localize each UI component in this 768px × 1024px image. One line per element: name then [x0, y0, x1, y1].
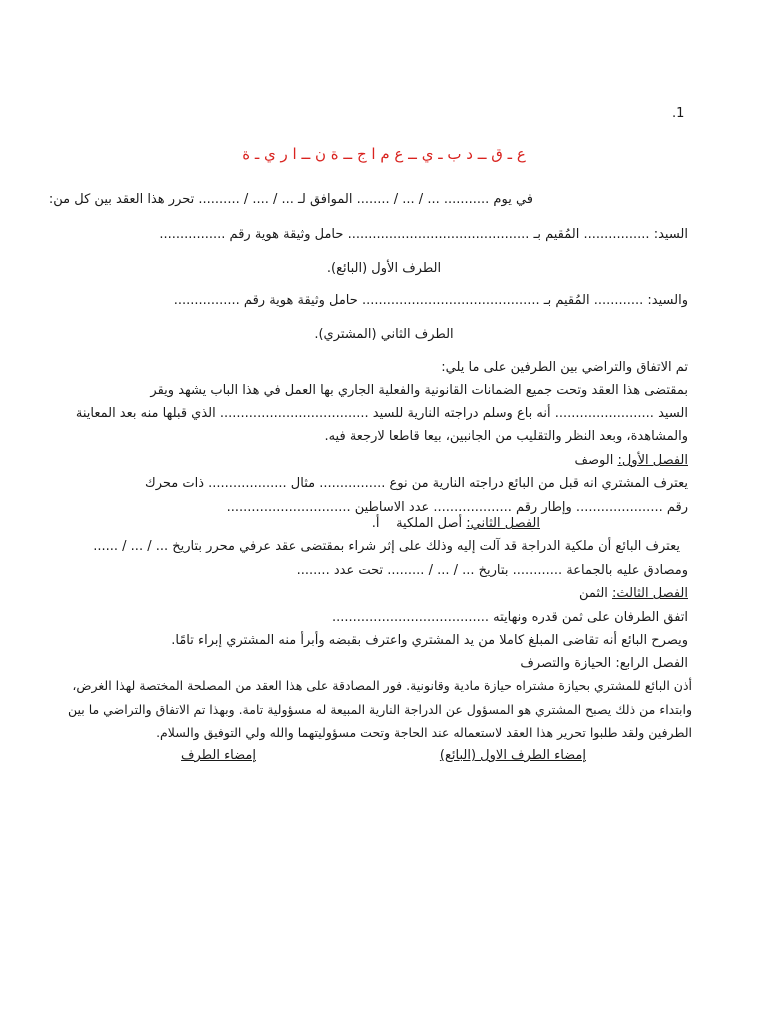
section4-line-1: أذن البائع للمشتري بحيازة مشتراه حيازة مادية وقانونية. فور المصادقة على هذا العقد من المصلحة المختصة لهذا الغرض،	[72, 678, 692, 693]
section4-line-2: وابتداء من ذلك يصبح المشتري هو المسؤول عن الدراجة النارية المبيعة له مسؤولية تامة. وبهذا تم الاتفاق والتراضي ما بين	[67, 702, 692, 717]
signature-party2: إمضاء الطرف	[181, 748, 256, 763]
section3-line-1: اتفق الطرفان على ثمن قدره ونهايته ......................................	[331, 610, 688, 625]
intro-line: في يوم ........... ... / ... / ........ الموافق لـ ... / .... / .......... تحرر هذا العقد بين كل من:	[48, 192, 533, 207]
document-title: ع ـ ق ــ د ب ـ ي ــ ع م ا ج ــ ة ن ــ ا ر ي ـ ة	[242, 145, 526, 163]
section4-heading: الفصل الرابع: الحيازة والتصرف	[520, 656, 688, 671]
section2-subject: أصل الملكية	[396, 516, 467, 531]
section2-line-2: ومصادق عليه بالجماعة ............ بتاريخ ... / ... / ......... تحت عدد ........	[296, 563, 688, 578]
signature-party1: إمضاء الطرف الاول (البائع)	[439, 748, 586, 763]
section1-line-1: يعترف المشتري انه قبل من البائع دراجته النارية من نوع ................ مثال ................... ذات محرك	[145, 476, 688, 491]
preamble-line-3: والمشاهدة، وبعد النظر والتقليب من الجانبين، بيعا قاطعا لارجعة فيه.	[324, 429, 688, 444]
section1-heading	[80, 453, 688, 469]
party1-label: الطرف الأول (البائع).	[326, 261, 442, 276]
agreement-line: تم الاتفاق والتراضي بين الطرفين على ما يلي:	[441, 360, 688, 375]
section2-title: الفصل الثاني:	[466, 516, 540, 531]
party2-label: الطرف الثاني (المشتري).	[314, 327, 454, 342]
section1-subject: الوصف	[574, 453, 618, 468]
section4-line-3: الطرفين ولقد طلبوا تحرير هذا العقد لاستعماله عند الحاجة وتحت مسؤوليتهما والله ولي التوفيق والسلام.	[156, 725, 692, 740]
section2-number: أ.	[371, 516, 380, 531]
section2-heading	[80, 516, 540, 532]
section3-line-2: ويصرح البائع أنه تقاضى المبلغ كاملا من يد المشتري واعترف بقبضه وأبرأ منه المشتري إبراء تامًا.	[171, 633, 688, 648]
preamble-line-1: بمقتضى هذا العقد وتحت جميع الضمانات القانونية والفعلية الجاري بها العمل في هذا الباب يشهد ويقر	[150, 383, 688, 398]
page-number: .1	[672, 106, 685, 121]
section1-line-2: رقم ..................... وإطار رقم ................... عدد الاساطين ..............................	[226, 500, 688, 515]
party2-line: والسيد: ............ المُقيم بـ ........................................... حامل وثيقة هوية رقم ................	[173, 293, 688, 308]
section1-title: الفصل الأول:	[617, 453, 688, 468]
section3-heading	[80, 586, 688, 602]
preamble-line-2: السيد ........................ أنه باع وسلم دراجته النارية للسيد .................................... الذي قبلها منه بعد المعاينة	[75, 406, 688, 421]
section3-title: الفصل الثالث:	[612, 586, 688, 601]
party1-line: السيد: ................ المُقيم بـ ............................................ حامل وثيقة هوية رقم ................	[159, 227, 688, 242]
section3-subject: الثمن	[578, 586, 613, 601]
section2-line-1: يعترف البائع أن ملكية الدراجة قد آلت إليه وذلك على إثر شراء بمقتضى عقد عرفي محرر بتاريخ ... / ... / ......	[93, 539, 680, 554]
